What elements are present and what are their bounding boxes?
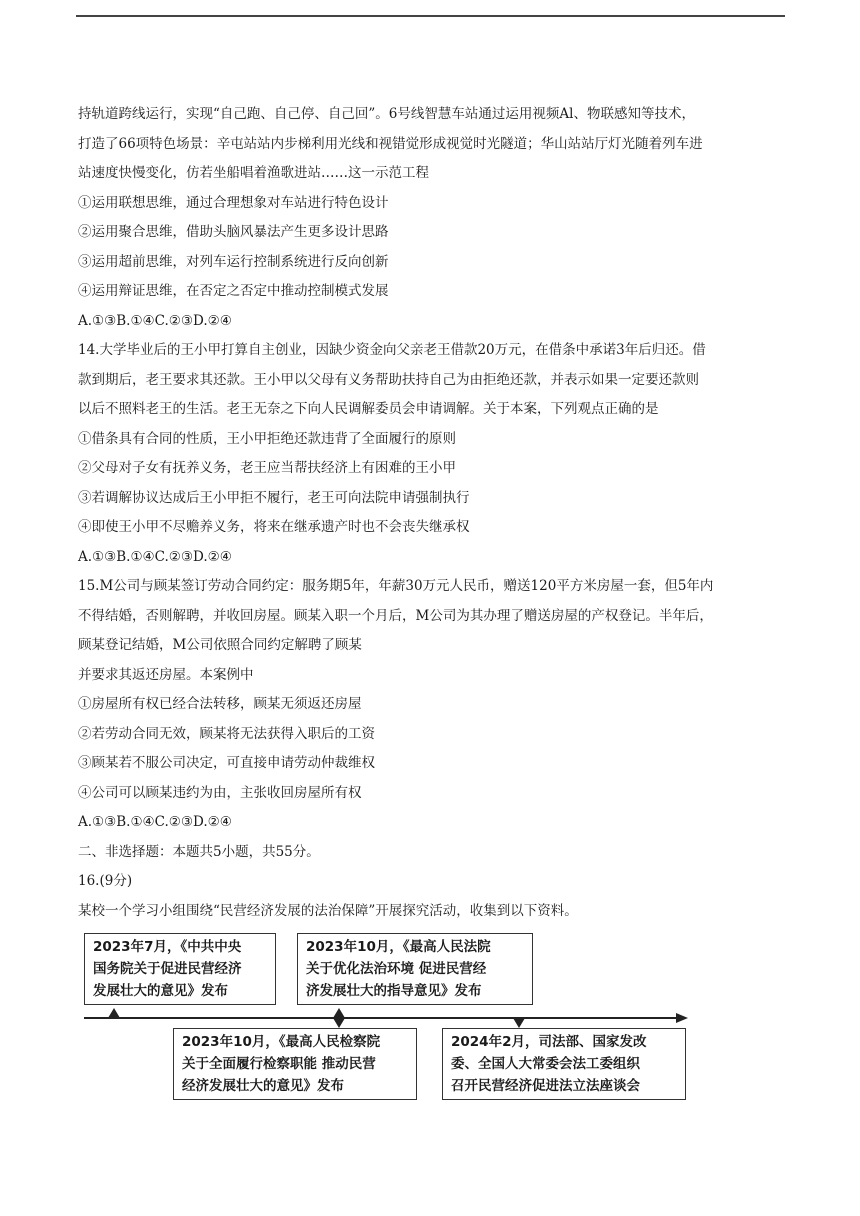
timeline-marker-down [333,1018,345,1028]
text-line: 顾某登记结婚，M公司依照合同约定解聘了顾某 [78,637,362,653]
option-1: ①借条具有合同的性质，王小甲拒绝还款违背了全面履行的原则 [78,430,456,447]
timeline-event [173,1028,417,1100]
question-text [78,100,798,926]
timeline-event [297,933,533,1005]
option-2: ②父母对子女有抚养义务，老王应当帮扶经济上有困难的王小甲 [78,460,456,476]
text-line: 站速度快慢变化，仿若坐船唱着渔歌进站……这一示范工程 [78,165,429,181]
text-line: 打造了66项特色场景：辛屯站站内步梯利用光线和视错觉形成视觉时光隧道；华山站站厅灯光随着列车进 [78,135,703,152]
event-line: 济发展壮大的指导意见》发布 [306,983,482,999]
event-line: 2023年7月，《中共中央 [93,939,242,955]
question-16-number: 16.(9分) [78,873,133,889]
question-16-intro: 某校一个学习小组围绕“民营经济发展的法治保障”开展探究活动，收集到以下资料。 [78,902,578,919]
event-line: 2024年2月，司法部、国家发改 [451,1034,647,1050]
answer-choices: A.①③B.①④C.②③D.②④ [78,814,232,830]
header-rule [76,15,785,17]
text-line: 并要求其返还房屋。本案例中 [78,666,254,683]
answer-choices: A.①③B.①④C.②③D.②④ [78,548,232,565]
timeline-figure [84,930,694,1098]
option-4: ④运用辩证思维，在否定之否定中推动控制模式发展 [78,283,389,299]
event-line: 关于全面履行检察职能 推动民营 [182,1056,376,1072]
text-line: 不得结婚，否则解聘，并收回房屋。顾某入职一个月后，M公司为其办理了赠送房屋的产权登记。半年后， [78,607,713,624]
section-heading: 二、非选择题：本题共5小题，共55分。 [78,843,320,860]
timeline-event [442,1028,686,1100]
option-4: ④公司可以顾某违约为由，主张收回房屋所有权 [78,784,362,801]
event-line: 发展壮大的意见》发布 [93,983,228,999]
question-14-stem: 14.大学毕业后的王小甲打算自主创业，因缺少资金向父亲老王借款20万元，在借条中承诺3年后归还。借 [78,342,706,358]
timeline-event [84,933,276,1005]
timeline-marker-up [333,1008,345,1018]
text-line: 持轨道跨线运行，实现“自己跑、自己停、自己回”。6号线智慧车站通过运用视频Al、物联感知等技术， [78,106,695,122]
event-line: 2023年10月，《最高人民检察院 [182,1034,381,1050]
event-line: 2023年10月，《最高人民法院 [306,939,491,955]
option-1: ①运用联想思维，通过合理想象对车站进行特色设计 [78,194,389,211]
event-line: 经济发展壮大的意见》发布 [182,1078,344,1094]
text-line: 以后不照料老王的生活。老王无奈之下向人民调解委员会申请调解。关于本案，下列观点正确的是 [78,401,659,417]
event-line: 关于优化法治环境 促进民营经 [306,961,487,977]
option-3: ③若调解协议达成后王小甲拒不履行，老王可向法院申请强制执行 [78,489,470,506]
event-line: 国务院关于促进民营经济 [93,961,242,977]
timeline-marker-up [108,1008,120,1018]
answer-choices: A.①③B.①④C.②③D.②④ [78,312,232,329]
question-15-stem: 15.M公司与顾某签订劳动合同约定：服务期5年，年薪30万元人民币，赠送120平方米房屋一套，但5年内 [78,578,714,594]
option-1: ①房屋所有权已经合法转移，顾某无须返还房屋 [78,696,362,712]
event-line: 委、全国人大常委会法工委组织 [451,1056,640,1072]
timeline-arrowhead [676,1013,688,1023]
timeline-marker-down [513,1018,525,1028]
option-3: ③顾某若不服公司决定，可直接申请劳动仲裁维权 [78,755,375,771]
option-3: ③运用超前思维，对列车运行控制系统进行反向创新 [78,253,389,270]
option-2: ②运用聚合思维，借助头脑风暴法产生更多设计思路 [78,224,389,240]
option-2: ②若劳动合同无效，顾某将无法获得入职后的工资 [78,725,375,742]
text-line: 款到期后，老王要求其还款。王小甲以父母有义务帮助扶持自己为由拒绝还款，并表示如果一定要还款则 [78,371,699,388]
event-line: 召开民营经济促进法立法座谈会 [451,1078,640,1094]
option-4: ④即使王小甲不尽赡养义务，将来在继承遗产时也不会丧失继承权 [78,519,470,535]
